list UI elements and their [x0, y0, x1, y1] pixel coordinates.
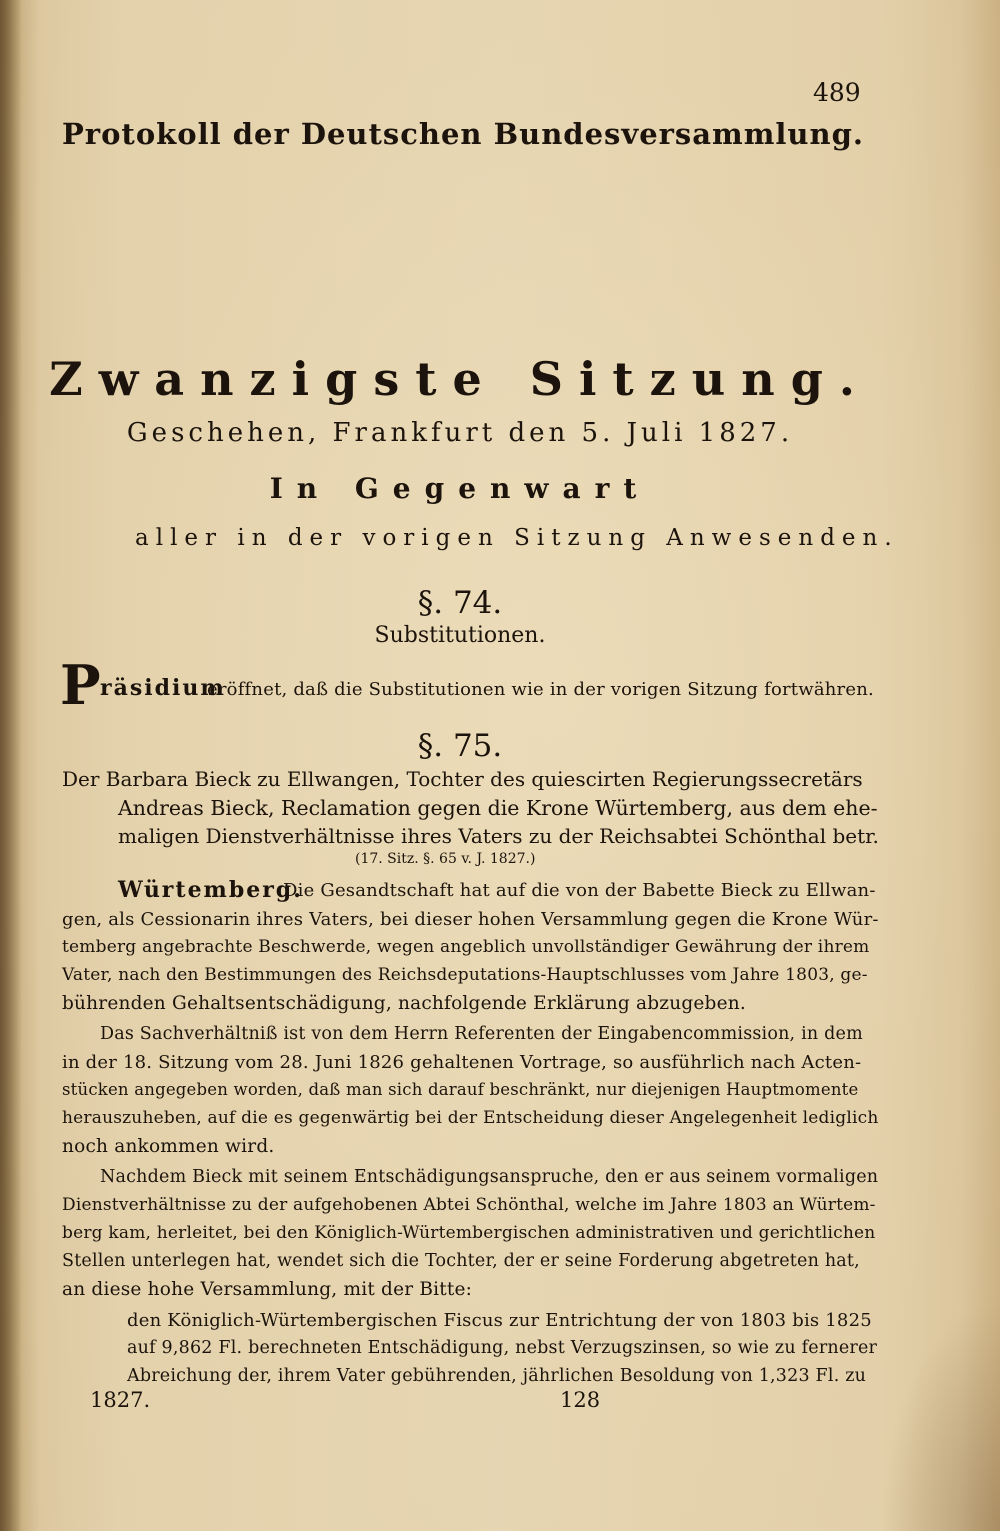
paragraph-line: Dienstverhältnisse zu der aufgehobenen Abtei Schönthal, welche im Jahre 1803 an Würtem-	[62, 1195, 876, 1215]
paragraph-line: Stellen unterlegen hat, wendet sich die Tochter, der er seine Forderung abgetreten hat,	[62, 1251, 860, 1271]
request-line: Abreichung der, ihrem Vater gebührenden, jährlichen Besoldung von 1,323 Fl. zu	[127, 1366, 867, 1386]
footer-signature: 128	[560, 1388, 601, 1412]
presence-heading: In Gegenwart	[269, 472, 651, 505]
speaker-wurtemberg: Würtemberg.	[118, 877, 303, 903]
section-74-lead: räsidium	[100, 675, 226, 701]
paragraph-line: Das Sachverhältniß ist von dem Herrn Referenten der Eingabencommission, in dem	[100, 1024, 863, 1044]
running-head: Protokoll der Deutschen Bundesversammlung.	[62, 117, 864, 151]
paragraph-line: noch ankommen wird.	[62, 1136, 275, 1157]
request-line: den Königlich-Würtembergischen Fiscus zur Entrichtung der von 1803 bis 1825	[127, 1310, 872, 1331]
paragraph-line: bührenden Gehaltsentschädigung, nachfolgende Erklärung abzugeben.	[62, 993, 746, 1014]
section-74-subtitle: Substitutionen.	[374, 623, 546, 648]
paragraph-line: berg kam, herleitet, bei den Königlich-Würtembergischen administrativen und gerichtlichen	[62, 1223, 876, 1243]
section-74-heading: §. 74.	[417, 585, 503, 621]
presence-line: aller in der vorigen Sitzung Anwesenden.	[135, 525, 899, 551]
section-75-reference: (17. Sitz. §. 65 v. J. 1827.)	[355, 851, 536, 867]
paragraph-line: gen, als Cessionarin ihres Vaters, bei dieser hohen Versammlung gegen die Krone Wür-	[62, 909, 879, 930]
paragraph-line: Nachdem Bieck mit seinem Entschädigungsanspruche, den er aus seinem vormaligen	[100, 1167, 879, 1187]
paragraph-line: an diese hohe Versammlung, mit der Bitte:	[62, 1279, 473, 1300]
section-75-title-line: Der Barbara Bieck zu Ellwangen, Tochter des quiescirten Regierungssecretärs	[62, 767, 863, 791]
date-line: Geschehen, Frankfurt den 5. Juli 1827.	[126, 418, 794, 448]
footer-year: 1827.	[90, 1388, 151, 1412]
page-stain	[880, 1300, 1000, 1531]
request-line: auf 9,862 Fl. berechneten Entschädigung, nebst Verzugszinsen, so wie zu fernerer	[127, 1338, 878, 1358]
paragraph-line: herauszuheben, auf die es gegenwärtig bei der Entscheidung dieser Angelegenheit lediglich	[62, 1108, 879, 1128]
section-75-title-line: maligen Dienstverhältnisse ihres Vaters zu der Reichsabtei Schönthal betr.	[118, 824, 879, 848]
drop-initial: P	[60, 653, 101, 717]
section-75-title-line: Andreas Bieck, Reclamation gegen die Krone Würtemberg, aus dem ehe-	[118, 796, 878, 820]
paragraph-line: in der 18. Sitzung vom 28. Juni 1826 gehaltenen Vortrage, so ausführlich nach Acten-	[62, 1052, 862, 1073]
paragraph-line: Die Gesandtschaft hat auf die von der Babette Bieck zu Ellwan-	[283, 880, 876, 901]
section-75-heading: §. 75.	[417, 728, 503, 764]
section-74-text: eröffnet, daß die Substitutionen wie in der vorigen Sitzung fortwähren.	[207, 679, 874, 700]
book-spine-shadow	[0, 0, 22, 1531]
session-title: Zwanzigste Sitzung.	[49, 352, 871, 406]
paragraph-line: stücken angegeben worden, daß man sich darauf beschränkt, nur diejenigen Hauptmomente	[62, 1080, 859, 1099]
paragraph-line: temberg angebrachte Beschwerde, wegen angeblich unvollständiger Gewährung der ihrem	[62, 937, 870, 957]
page-number: 489	[813, 78, 861, 107]
paragraph-line: Vater, nach den Bestimmungen des Reichsdeputations-Hauptschlusses vom Jahre 1803, ge-	[62, 965, 868, 985]
